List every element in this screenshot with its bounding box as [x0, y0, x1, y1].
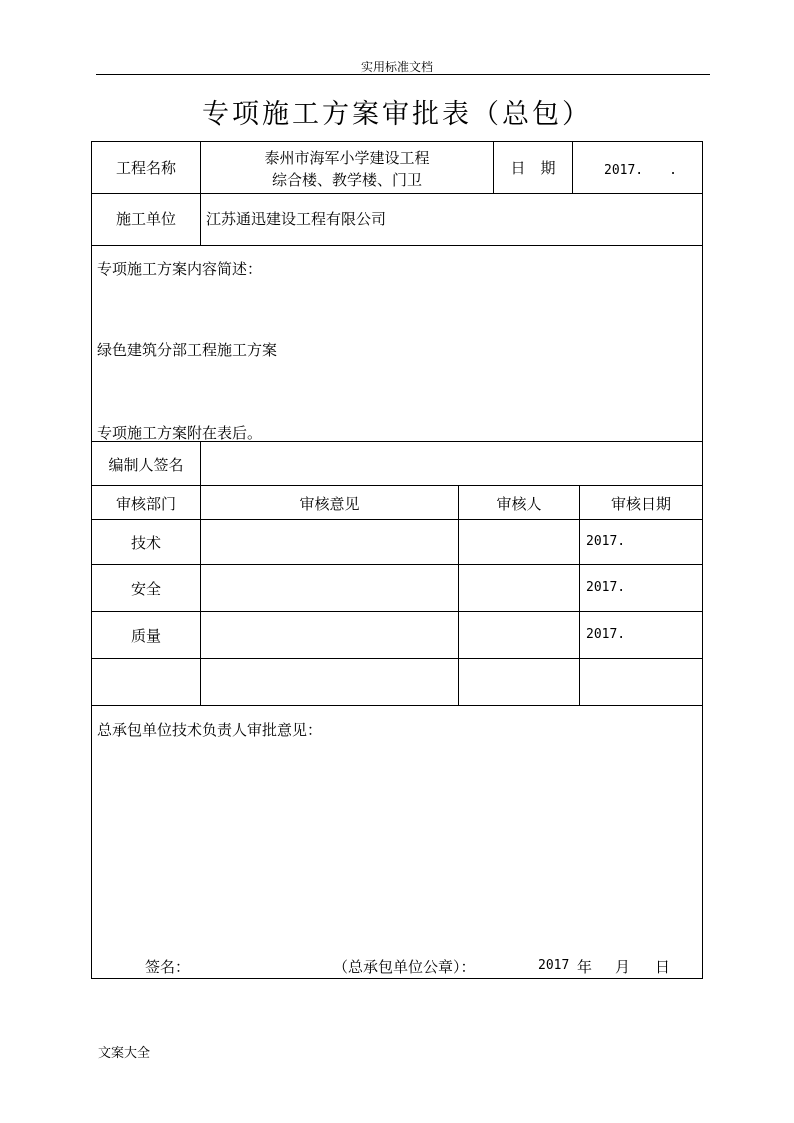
approval-seal-label: （总承包单位公章）： — [333, 958, 476, 976]
review-row-dept: 质量 — [130, 627, 161, 645]
project-name-line2: 综合楼、教学楼、门卫 — [271, 171, 422, 189]
review-header-reviewer: 审核人 — [496, 495, 542, 513]
review-header-date: 审核日期 — [610, 495, 671, 513]
review-row-opinion-cell[interactable] — [200, 519, 459, 565]
project-name-line1: 泰州市海军小学建设工程 — [264, 149, 430, 167]
review-header-dept: 审核部门 — [115, 495, 176, 513]
approval-month-unit: 月 — [615, 958, 631, 976]
review-row-reviewer-cell[interactable] — [458, 564, 580, 612]
page-footer: 文案大全 — [98, 1046, 151, 1061]
review-header-opinion: 审核意见 — [299, 495, 360, 513]
plan-attachment-note: 专项施工方案附在表后。 — [97, 424, 263, 442]
review-row-reviewer-cell[interactable] — [458, 658, 580, 706]
approval-cell[interactable] — [91, 705, 703, 979]
review-row-dept-cell[interactable] — [91, 658, 201, 706]
page-title: 专项施工方案审批表（总包） — [202, 99, 592, 130]
review-row-opinion-cell[interactable] — [200, 564, 459, 612]
approval-label: 总承包单位技术负责人审批意见： — [97, 721, 323, 739]
unit-value: 江苏通迅建设工程有限公司 — [206, 210, 387, 228]
review-row-reviewer-cell[interactable] — [458, 519, 580, 565]
plan-content: 绿色建筑分部工程施工方案 — [97, 341, 278, 359]
compiler-label: 编制人签名 — [108, 456, 184, 474]
page-header: 实用标准文档 — [360, 60, 433, 74]
approval-day-unit: 日 — [655, 958, 671, 976]
date-label: 日 期 — [510, 159, 556, 177]
review-row-dept: 安全 — [130, 580, 161, 598]
project-name-label: 工程名称 — [115, 159, 176, 177]
review-row-opinion-cell[interactable] — [200, 658, 459, 706]
compiler-signature-cell[interactable] — [200, 441, 703, 486]
plan-summary-label: 专项施工方案内容简述： — [97, 260, 263, 278]
header-divider — [96, 74, 710, 75]
review-row-date: 2017. — [586, 580, 626, 595]
unit-label: 施工单位 — [115, 210, 176, 228]
review-row-reviewer-cell[interactable] — [458, 611, 580, 659]
review-row-date: 2017. — [586, 534, 626, 549]
approval-year: 2017 — [538, 958, 570, 973]
approval-year-unit: 年 — [577, 958, 593, 976]
review-row-dept: 技术 — [130, 534, 161, 552]
review-row-date: 2017. — [586, 627, 626, 642]
review-row-opinion-cell[interactable] — [200, 611, 459, 659]
approval-sign-label: 签名： — [145, 958, 191, 976]
review-row-date-cell[interactable] — [579, 658, 703, 706]
date-value: 2017. . — [604, 163, 677, 178]
